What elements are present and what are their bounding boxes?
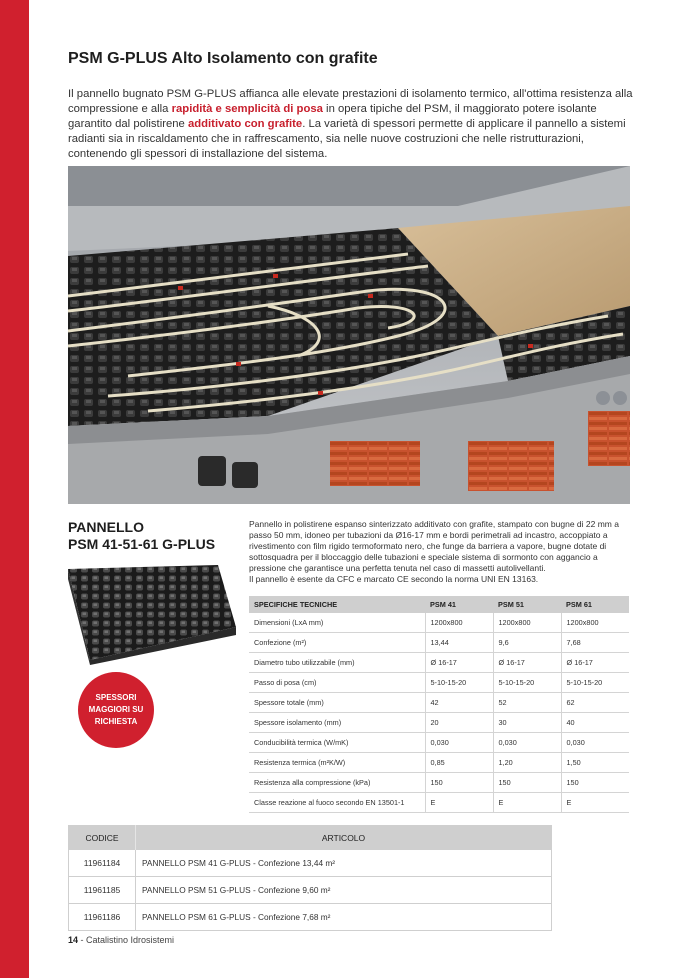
table-row: 11961186 PANNELLO PSM 61 G-PLUS - Confezione 7,68 m² [69, 904, 552, 931]
table-row: Spessore totale (mm) 42 52 62 [249, 693, 629, 713]
page-footer: 14 - Catalistino Idrosistemi [68, 935, 175, 945]
table-row: Conducibilità termica (W/mK) 0,030 0,030 0,030 [249, 733, 629, 753]
left-accent-bar [0, 0, 29, 978]
intro-highlight-2: additivato con grafite [187, 118, 303, 130]
specs-header-row [249, 596, 629, 613]
intro-paragraph: Il pannello bugnato PSM G-PLUS affianca alle elevate prestazioni di isolamento termico, all'ottima resistenza alla compressione e alla rapidità e semplicità di posa in opera tipiche del PSM, il maggiorato potere isolante garantito dal polistirene additivato con grafite. La varietà di spessori permette di applicare il pannello a sistemi radianti sia in riscaldamento che in raffrescamento, sia nelle nuove costruzioni che nelle ristrutturazioni, contenendo gli spessori di installazione del sistema. [68, 88, 633, 160]
specs-header: PSM 41 [425, 596, 493, 613]
product-title: PANNELLO PSM 41-51-61 G-PLUS [68, 519, 216, 552]
table-row: 11961184 PANNELLO PSM 41 G-PLUS - Confezione 13,44 m² [69, 850, 552, 877]
articles-table [68, 825, 552, 931]
specs-header: PSM 61 [561, 596, 629, 613]
specs-header: PSM 51 [493, 596, 561, 613]
table-row: Classe reazione al fuoco secondo EN 13501-1 E E E [249, 793, 629, 813]
table-row: Spessore isolamento (mm) 20 30 40 [249, 713, 629, 733]
table-row: Resistenza termica (m²K/W) 0,85 1,20 1,50 [249, 753, 629, 773]
articles-header: ARTICOLO [136, 826, 552, 851]
page-number: 14 [68, 935, 79, 945]
table-row: Passo di posa (cm) 5-10-15-20 5-10-15-20 5-10-15-20 [249, 673, 629, 693]
table-row: Confezione (m²) 13,44 9,6 7,68 [249, 633, 629, 653]
panel-product-image [68, 565, 238, 665]
articles-header: CODICE [69, 826, 136, 851]
table-row: 11961185 PANNELLO PSM 51 G-PLUS - Confezione 9,60 m² [69, 877, 552, 904]
intro-highlight-1: rapidità e semplicità di posa [171, 103, 323, 115]
table-row: Resistenza alla compressione (kPa) 150 150 150 [249, 773, 629, 793]
floor-heating-illustration [68, 166, 630, 504]
page-title: PSM G-PLUS Alto Isolamento con grafite [68, 50, 378, 67]
specs-table [249, 596, 629, 813]
articles-header-row [69, 826, 552, 851]
specs-header: SPECIFICHE TECNICHE [249, 596, 425, 613]
product-description: Pannello in polistirene espanso sinterizzato additivato con grafite, stampato con bugne di 22 mm a passo 50 mm, idoneo per tubazioni da Ø16-17 mm e bordi perimetrali ad incastro, accoppiato a rivestimento con film rigido termoformato nero, che funge da barriera a vapore, bugne dotate di sottosquadra per il bloccaggio delle tubazioni e speciale sistema di sormonto con aggancio a pressione che garantisce una perfetta tenuta nel caso di massetti autolivellanti. Il pannello è esente da CFC e marcato CE secondo la norma UNI EN 13163. [249, 519, 619, 584]
thickness-badge: SPESSORI MAGGIORI SU RICHIESTA [78, 672, 154, 748]
table-row: Diametro tubo utilizzabile (mm) Ø 16-17 Ø 16-17 Ø 16-17 [249, 653, 629, 673]
table-row: Dimensioni (LxA mm) 1200x800 1200x800 1200x800 [249, 613, 629, 633]
